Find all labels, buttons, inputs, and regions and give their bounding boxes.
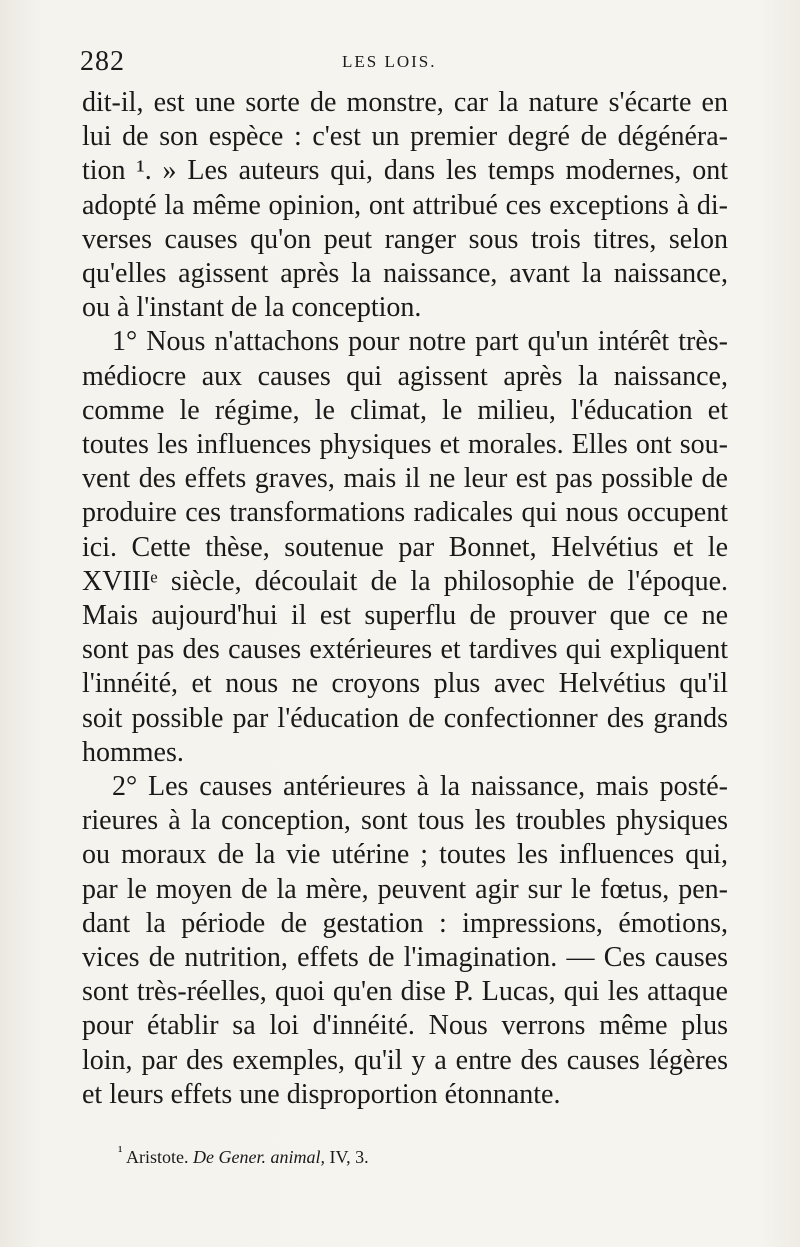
text-line: verses causes qu'on peut ranger sous trois titres, selon (82, 223, 728, 255)
text-line: et leurs effets une disproportion étonnante. (82, 1078, 561, 1110)
text-line: XVIIIᵉ siècle, découlait de la philosophie de l'époque. (82, 565, 728, 597)
footnote-author: Aristote. (126, 1147, 189, 1167)
text-line: médiocre aux causes qui agissent après la naissance, (82, 360, 728, 392)
text-line: lui de son espèce : c'est un premier degré de dégénéra- (82, 121, 728, 153)
page-number: 282 (80, 46, 125, 77)
text-line: sont pas des causes extérieures et tardives qui expliquent (82, 634, 728, 666)
text-line: loin, par des exemples, qu'il y a entre des causes légères (82, 1044, 728, 1076)
text-line: comme le régime, le climat, le milieu, l'éducation et (82, 394, 728, 426)
footnote-work: De Gener. animal, (193, 1147, 325, 1167)
text-line: ici. Cette thèse, soutenue par Bonnet, Helvétius et le (82, 531, 728, 563)
text-line: ou à l'instant de la conception. (82, 292, 422, 324)
text-line: 1° Nous n'attachons pour notre part qu'un intérêt très- (112, 326, 728, 358)
text-line: adopté la même opinion, ont attribué ces exceptions à di- (82, 189, 728, 221)
text-line: Mais aujourd'hui il est superflu de prouver que ce ne (82, 600, 728, 632)
text-line: pour établir sa loi d'innéité. Nous verrons même plus (82, 1010, 728, 1042)
text-line: sont très-réelles, quoi qu'en dise P. Lucas, qui les attaque (82, 976, 728, 1008)
text-line: dit-il, est une sorte de monstre, car la nature s'écarte en (82, 87, 728, 118)
text-line: 2° Les causes antérieures à la naissance, mais posté- (112, 771, 728, 803)
body-text (82, 86, 728, 1112)
text-line: soit possible par l'éducation de confectionner des grands (82, 702, 728, 734)
text-line: rieures à la conception, sont tous les troubles physiques (82, 805, 728, 837)
text-line: hommes. (82, 736, 184, 768)
text-line: vent des effets graves, mais il ne leur est pas possible de (82, 463, 728, 495)
text-line: toutes les influences physiques et morales. Elles ont sou- (82, 429, 728, 461)
footnote-ref: IV, 3. (329, 1147, 369, 1167)
running-title: LES LOIS. (342, 52, 437, 71)
text-line: tion ¹. » Les auteurs qui, dans les temps modernes, ont (82, 155, 728, 187)
text-line: par le moyen de la mère, peuvent agir sur le fœtus, pen- (82, 873, 728, 905)
text-line: ou moraux de la vie utérine ; toutes les influences qui, (82, 839, 728, 871)
footnote-marker: ¹ (118, 1144, 123, 1160)
text-line: vices de nutrition, effets de l'imagination. — Ces causes (82, 942, 728, 974)
page-header (80, 46, 720, 80)
text-line: dant la période de gestation : impressions, émotions, (82, 907, 728, 939)
text-line: qu'elles agissent après la naissance, avant la naissance, (82, 258, 728, 290)
footnote (118, 1140, 718, 1169)
text-line: l'innéité, et nous ne croyons plus avec Helvétius qu'il (82, 668, 728, 700)
text-line: produire ces transformations radicales qui nous occupent (82, 497, 728, 529)
